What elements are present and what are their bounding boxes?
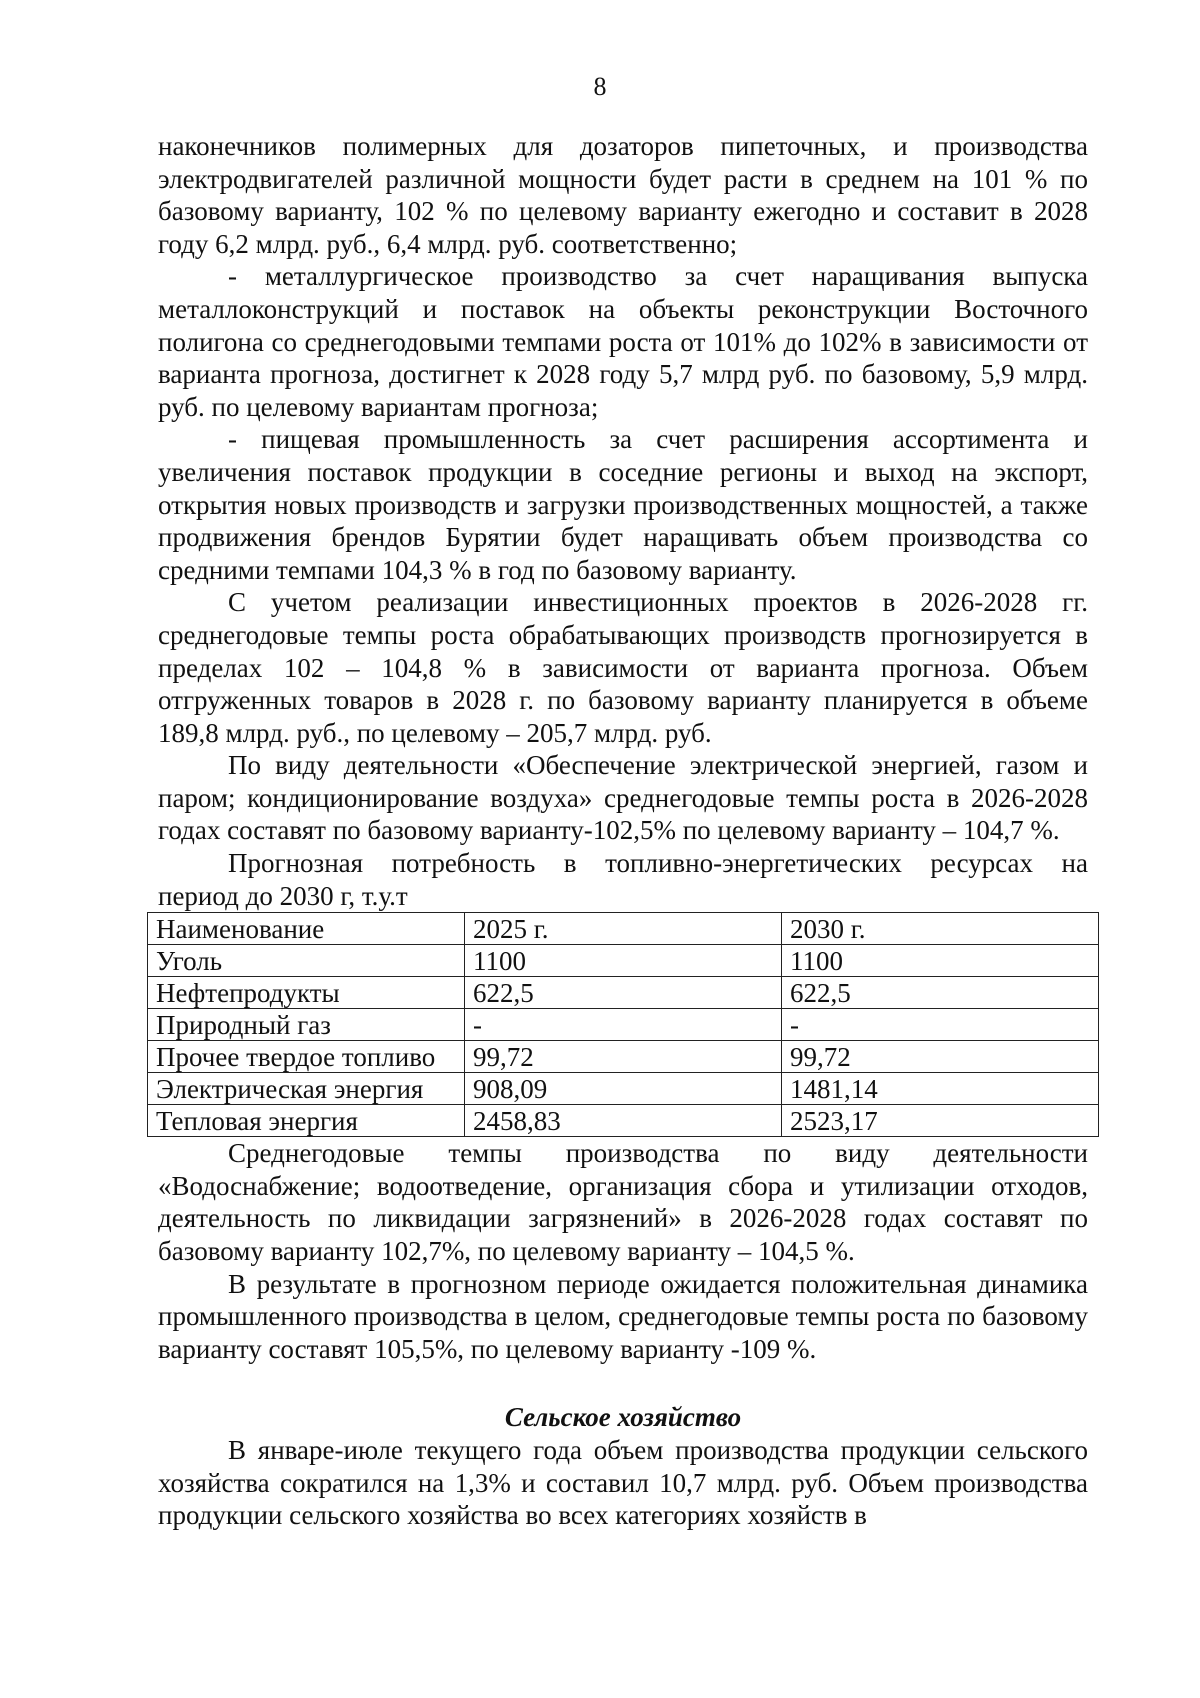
paragraph: - пищевая промышленность за счет расширения ассортимента и увеличения поставок продукции в соседние регионы и выход на экспорт, открытия новых производств и загрузки производственных мощностей, а также продвижения брендов Бурятии будет наращивать объем производства со средними темпами 104,3 % в год по базовому варианту. [158, 424, 1088, 585]
paragraph: Среднегодовые темпы производства по виду деятельности «Водоснабжение; водоотведение, организация сбора и утилизации отходов, деятельность по ликвидации загрязнений» в 2026-2028 годах составят по базовому варианту 102,7%, по целевому варианту – 104,5 %. [158, 1138, 1088, 1267]
paragraph: По виду деятельности «Обеспечение электрической энергией, газом и паром; кондиционирование воздуха» среднегодовые темпы роста в 2026-2028 годах составят по базовому варианту-102,5% по целевому варианту – 104,7 %. [158, 750, 1088, 846]
paragraph: С учетом реализации инвестиционных проектов в 2026-2028 гг. среднегодовые темпы роста обрабатывающих производств прогнозируется в пределах 102 – 104,8 % в зависимости от варианта прогноза. Объем отгруженных товаров в 2028 г. по базовому варианту планируется в объеме 189,8 млрд. руб., по целевому – 205,7 млрд. руб. [158, 587, 1088, 748]
table-header-cell: Наименование [148, 913, 465, 945]
table-cell: 2458,83 [465, 1105, 782, 1137]
table-header-row [148, 913, 1099, 945]
table-cell: 622,5 [465, 977, 782, 1009]
table-cell: 99,72 [782, 1041, 1099, 1073]
table-cell: 2523,17 [782, 1105, 1099, 1137]
table-cell: 622,5 [782, 977, 1099, 1009]
table-header-cell: 2030 г. [782, 913, 1099, 945]
table-cell: Электрическая энергия [148, 1073, 465, 1105]
table-row [148, 1105, 1099, 1137]
paragraph: наконечников полимерных для дозаторов пипеточных, и производства электродвигателей различной мощности будет расти в среднем на 101 % по базовому варианту, 102 % по целевому варианту ежегодно и составит в 2028 году 6,2 млрд. руб., 6,4 млрд. руб. соответственно; [158, 131, 1088, 259]
table-caption: Прогнозная потребность в топливно-энергетических ресурсах на [228, 848, 1088, 879]
document-body [158, 130, 1088, 1532]
table-cell: Прочее твердое топливо [148, 1041, 465, 1073]
table-cell: 908,09 [465, 1073, 782, 1105]
table-row [148, 1073, 1099, 1105]
section-heading: Сельское хозяйство [504, 1402, 742, 1433]
table-cell: 1481,14 [782, 1073, 1099, 1105]
table-cell: Уголь [148, 945, 465, 977]
table-cell: Тепловая энергия [148, 1105, 465, 1137]
page-number: 8 [593, 72, 607, 101]
energy-resources-table [147, 912, 1099, 1137]
table-cell: 1100 [465, 945, 782, 977]
table-cell: 1100 [782, 945, 1099, 977]
table-cell: Природный газ [148, 1009, 465, 1041]
paragraph: - металлургическое производство за счет наращивания выпуска металлоконструкций и поставок на объекты реконструкции Восточного полигона со среднегодовыми темпами роста от 101% до 102% в зависимости от варианта прогноза, достигнет к 2028 году 5,7 млрд руб. по базовому, 5,9 млрд. руб. по целевому вариантам прогноза; [158, 261, 1088, 422]
table-caption-continued: период до 2030 г, т.у.т [158, 880, 408, 911]
paragraph: В январе-июле текущего года объем производства продукции сельского хозяйства сократился на 1,3% и составил 10,7 млрд. руб. Объем производства продукции сельского хозяйства во всех категориях хозяйств в [158, 1435, 1088, 1531]
table-row [148, 1009, 1099, 1041]
paragraph: В результате в прогнозном периоде ожидается положительная динамика промышленного производства в целом, среднегодовые темпы роста по базовому варианту составят 105,5%, по целевому варианту -109 %. [158, 1268, 1088, 1364]
table-row [148, 945, 1099, 977]
table-cell: 99,72 [465, 1041, 782, 1073]
table-cell: - [782, 1009, 1099, 1041]
table-row [148, 1041, 1099, 1073]
table-cell: Нефтепродукты [148, 977, 465, 1009]
table-row [148, 977, 1099, 1009]
table-cell: - [465, 1009, 782, 1041]
table-header-cell: 2025 г. [465, 913, 782, 945]
